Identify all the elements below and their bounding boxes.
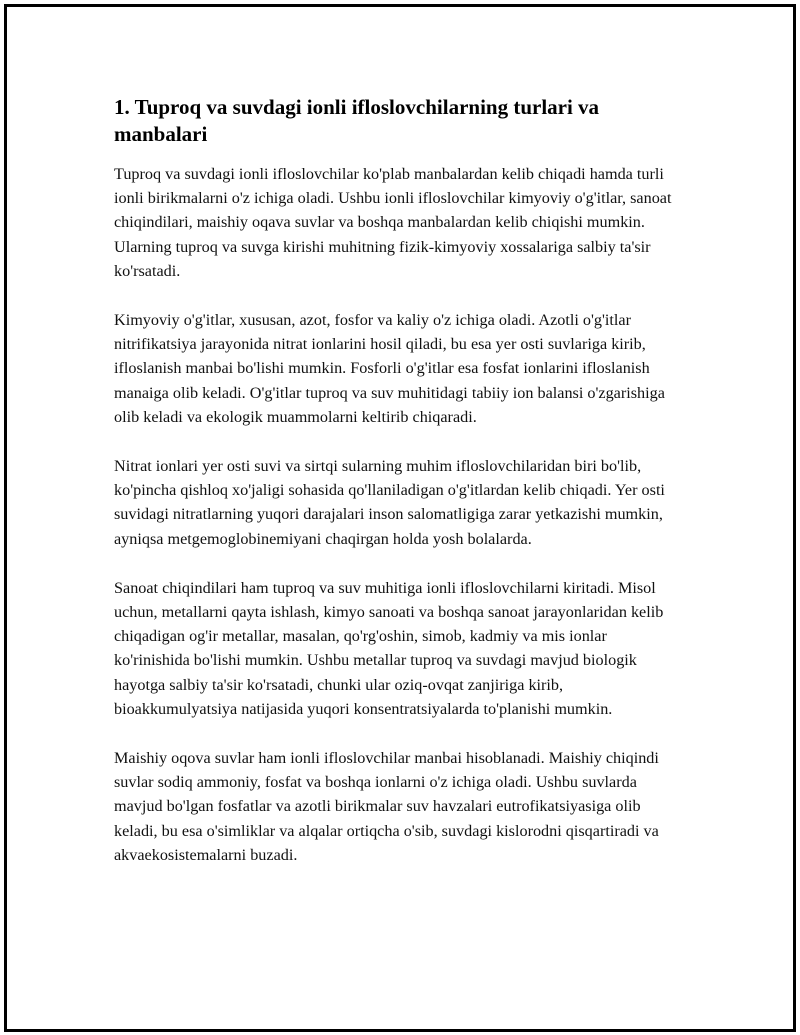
document-body xyxy=(114,94,684,892)
paragraph-nitrate-ions: Nitrat ionlari yer osti suvi va sirtqi sularning muhim ifloslovchilaridan biri bo'lib, ko'pincha qishloq xo'jaligi sohasida qo'llaniladigan o'g'itlardan kelib chiqadi. Yer osti suvidagi nitratlarning yuqori darajalari inson salomatligiga zarar yetkazishi mumkin, ayniqsa metgemoglobinemiyani chaqirgan holda yosh bolalarda. xyxy=(114,457,665,548)
paragraph-domestic-wastewater: Maishiy oqova suvlar ham ionli ifloslovchilar manbai hisoblanadi. Maishiy chiqindi suvlar sodiq ammoniy, fosfat va boshqa ionlarni o'z ichiga oladi. Ushbu suvlarda mavjud bo'lgan fosfatlar va azotli birikmalar suv havzalari eutrofikatsiyasiga olib keladi, bu esa o'simliklar va alqalar ortiqcha o'sib, suvdagi kislorodni qisqartiradi va akvaekosistemalarni buzadi. xyxy=(114,749,659,864)
paragraph-industrial-waste: Sanoat chiqindilari ham tuproq va suv muhitiga ionli ifloslovchilarni kiritadi. Misol uchun, metallarni qayta ishlash, kimyo sanoati va boshqa sanoat jarayonlaridan kelib chiqadigan og'ir metallar, masalan, qo'rg'oshin, simob, kadmiy va mis ionlar ko'rinishida bo'lishi mumkin. Ushbu metallar tuproq va suvdagi mavjud biologik hayotga salbiy ta'sir ko'rsatadi, chunki ular oziq-ovqat zanjiriga kirib, bioakkumulyatsiya natijasida yuqori konsentratsiyalarda to'planishi mumkin. xyxy=(114,578,664,718)
paragraph-sources-overview: Tuproq va suvdagi ionli ifloslovchilar ko'plab manbalardan kelib chiqadi hamda turli ionli birikmalarni o'z ichiga oladi. Ushbu ionli ifloslovchilar kimyoviy o'g'itlar, sanoat chiqindilari, maishiy oqava suvlar va boshqa manbalardan kelib chiqishi mumkin. Ularning tuproq va suvga kirishi muhitning fizik-kimyoviy xossalariga salbiy ta'sir ko'rsatadi. xyxy=(114,165,672,280)
paragraph-chemical-fertilizers: Kimyoviy o'g'itlar, xususan, azot, fosfor va kaliy o'z ichiga oladi. Azotli o'g'itlar nitrifikatsiya jarayonida nitrat ionlarini hosil qiladi, bu esa yer osti suvlariga kirib, ifloslanish manbai bo'lishi mumkin. Fosforli o'g'itlar esa fosfat ionlarini ifloslanish manaiga olib keladi. O'g'itlar tuproq va suv muhitidagi tabiiy ion balansi o'zgarishiga olib keladi va ekologik muammolarni keltirib chiqaradi. xyxy=(114,311,665,426)
section-heading: 1. Tuproq va suvdagi ionli ifloslovchilarning turlari va manbalari xyxy=(114,95,600,146)
